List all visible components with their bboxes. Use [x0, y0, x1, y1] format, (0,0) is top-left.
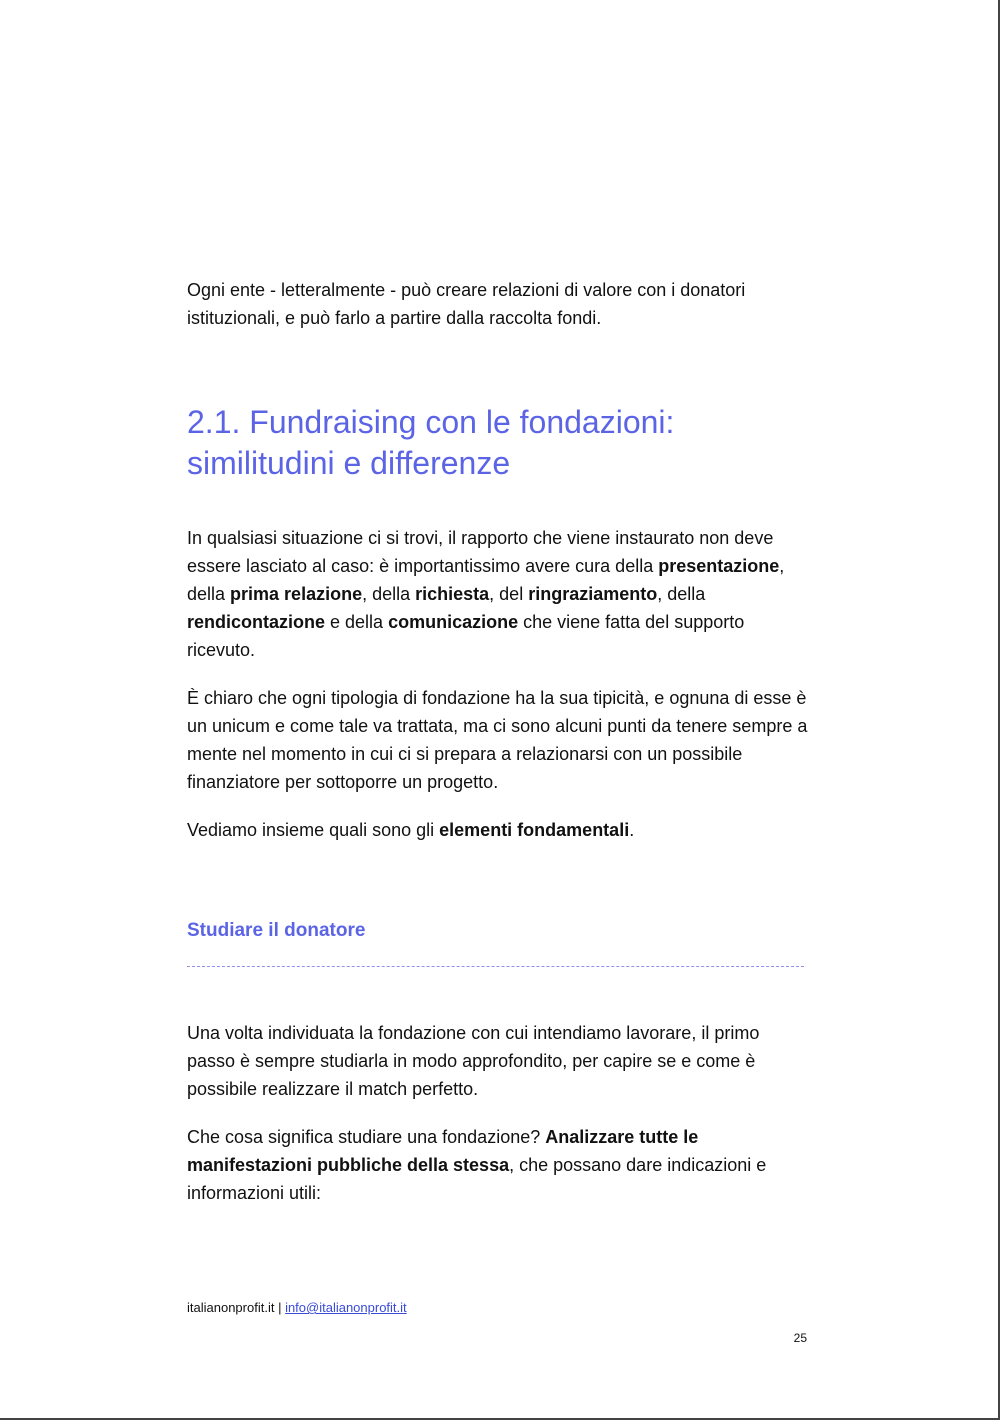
- bold-analizzare: Analizzare tutte le manifestazioni pubbliche della stessa: [187, 1127, 699, 1175]
- bold-prima-relazione: prima relazione: [230, 584, 363, 604]
- page-number: 25: [793, 1331, 807, 1345]
- intro-line-2: istituzionali, e può farlo a partire dalla raccolta fondi.: [187, 308, 602, 328]
- dashed-divider: [187, 966, 804, 967]
- text-span: che viene fatta del supporto ricevuto.: [187, 612, 745, 660]
- subsection-body: [187, 1019, 812, 1207]
- intro-line-1: Ogni ente - letteralmente - può creare relazioni di valore con i donatori: [187, 280, 746, 300]
- section-title-line-1: 2.1. Fundraising con le fondazioni:: [187, 404, 675, 440]
- footer-separator: |: [274, 1300, 286, 1315]
- section-title-line-2: similitudini e differenze: [187, 445, 511, 481]
- text-span: Che cosa significa studiare una fondazione?: [187, 1127, 546, 1147]
- footer-site: italianonprofit.it: [187, 1300, 275, 1315]
- footer: [187, 1300, 407, 1316]
- text-span: , della: [657, 584, 706, 604]
- bold-richiesta: richiesta: [415, 584, 490, 604]
- bold-ringraziamento: ringraziamento: [528, 584, 658, 604]
- paragraph-elements: [187, 816, 812, 844]
- paragraph-typology: È chiaro che ogni tipologia di fondazione ha la sua tipicità, e ognuna di esse è un unicum e come tale va trattata, ma ci sono alcuni punti da tenere sempre a mente nel momento in cui ci si prepara a relazionarsi con un possibile finanziatore per sottoporre un progetto.: [187, 688, 808, 792]
- text-span: Vediamo insieme quali sono gli: [187, 820, 440, 840]
- bold-elementi-fondamentali: elementi fondamentali: [439, 820, 630, 840]
- section-body: [187, 524, 812, 844]
- footer-email-link[interactable]: info@italianonprofit.it: [285, 1300, 407, 1315]
- text-span: , che possano dare indicazioni e informazioni utili:: [187, 1155, 767, 1203]
- intro-paragraph: [187, 276, 812, 332]
- paragraph-study: Una volta individuata la fondazione con cui intendiamo lavorare, il primo passo è sempre studiarla in modo approfondito, per capire se e come è possibile realizzare il match perfetto.: [187, 1023, 760, 1099]
- bold-rendicontazione: rendicontazione: [187, 612, 326, 632]
- bold-presentazione: presentazione: [658, 556, 780, 576]
- section-title: [187, 402, 827, 484]
- text-span: , del: [489, 584, 529, 604]
- paragraph-relationship: [187, 524, 812, 664]
- text-span: e della: [325, 612, 389, 632]
- text-span: In qualsiasi situazione ci si trovi, il rapporto che viene instaurato non deve essere lasciato al caso: è importantissimo avere cura della: [187, 528, 774, 576]
- bold-comunicazione: comunicazione: [388, 612, 519, 632]
- text-span: .: [629, 820, 635, 840]
- text-span: , della: [362, 584, 416, 604]
- paragraph-analysis: [187, 1123, 812, 1207]
- text-span: , della: [187, 556, 785, 604]
- subsection-title: Studiare il donatore: [187, 920, 366, 941]
